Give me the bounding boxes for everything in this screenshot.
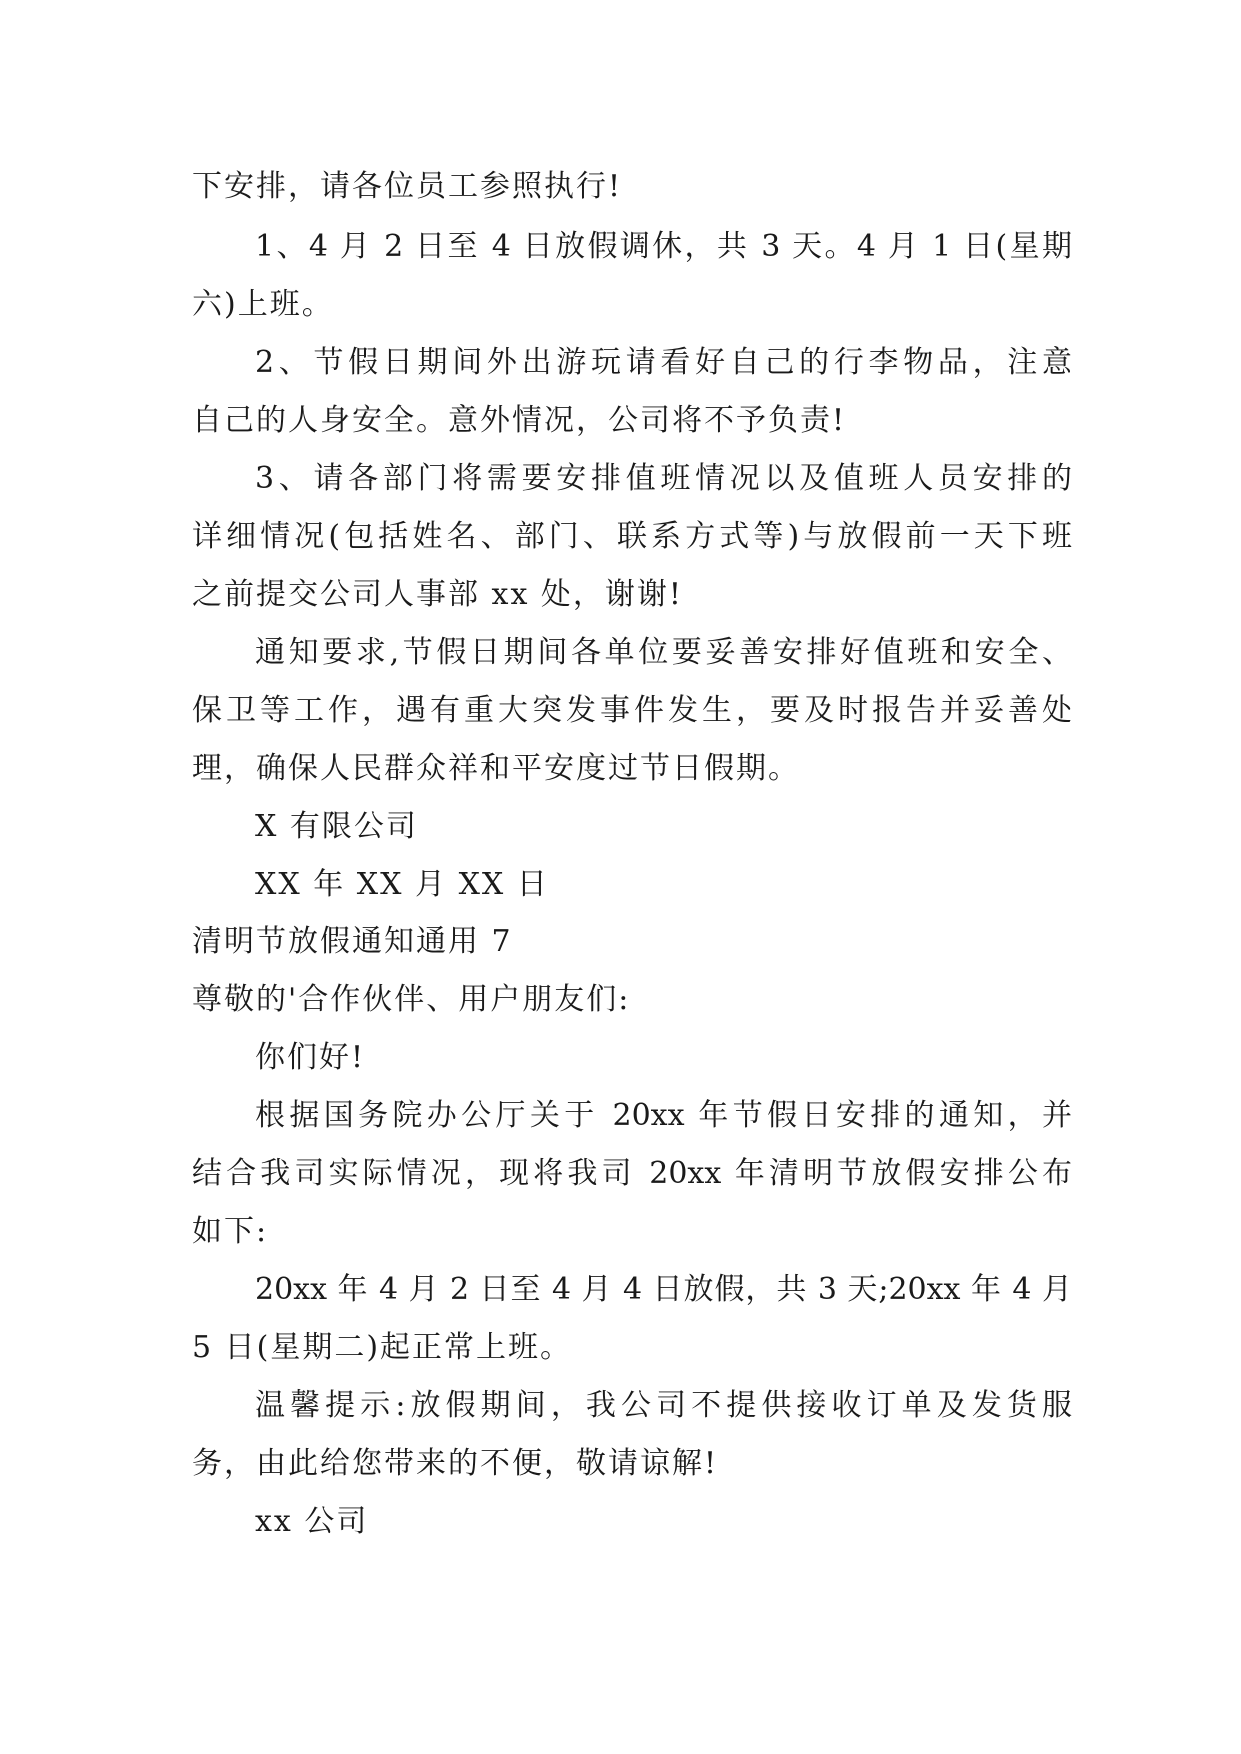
- text-line: 结合我司实际情况，现将我司 20xx 年清明节放假安排公布: [192, 1156, 1072, 1191]
- text-line: 根据国务院办公厅关于 20xx 年节假日安排的通知，并: [255, 1098, 1072, 1133]
- text-line: 理，确保人民群众祥和平安度过节日假期。: [192, 751, 800, 786]
- text-line: 六)上班。: [192, 287, 334, 322]
- text-line: 3、请各部门将需要安排值班情况以及值班人员安排的: [255, 461, 1072, 496]
- text-line: 之前提交公司人事部 xx 处，谢谢!: [192, 577, 683, 612]
- section-heading: 清明节放假通知通用 7: [192, 924, 513, 959]
- text-line: 2、节假日期间外出游玩请看好自己的行李物品，注意: [255, 345, 1072, 380]
- text-line: 5 日(星期二)起正常上班。: [192, 1330, 573, 1365]
- text-line: 详细情况(包括姓名、部门、联系方式等)与放假前一天下班: [192, 519, 1072, 554]
- text-line: 保卫等工作，遇有重大突发事件发生，要及时报告并妥善处: [192, 693, 1072, 728]
- text-line: 通知要求,节假日期间各单位要妥善安排好值班和安全、: [255, 635, 1072, 670]
- text-line: 下安排，请各位员工参照执行!: [192, 169, 623, 204]
- text-line: 1、4 月 2 日至 4 日放假调休，共 3 天。4 月 1 日(星期: [255, 229, 1072, 264]
- company-signature: X 有限公司: [255, 809, 418, 844]
- salutation: 尊敬的'合作伙伴、用户朋友们:: [192, 982, 631, 1017]
- text-line: 温馨提示:放假期间，我公司不提供接收订单及发货服: [255, 1388, 1072, 1423]
- text-line: 20xx 年 4 月 2 日至 4 月 4 日放假，共 3 天;20xx 年 4 月: [255, 1272, 1072, 1307]
- greeting: 你们好!: [255, 1040, 366, 1075]
- company-signature: xx 公司: [255, 1504, 369, 1539]
- text-line: 自己的人身安全。意外情况，公司将不予负责!: [192, 403, 847, 438]
- date-signature: XX 年 XX 月 XX 日: [255, 867, 549, 902]
- text-line: 务，由此给您带来的不便，敬请谅解!: [192, 1446, 719, 1481]
- text-line: 如下:: [192, 1214, 269, 1249]
